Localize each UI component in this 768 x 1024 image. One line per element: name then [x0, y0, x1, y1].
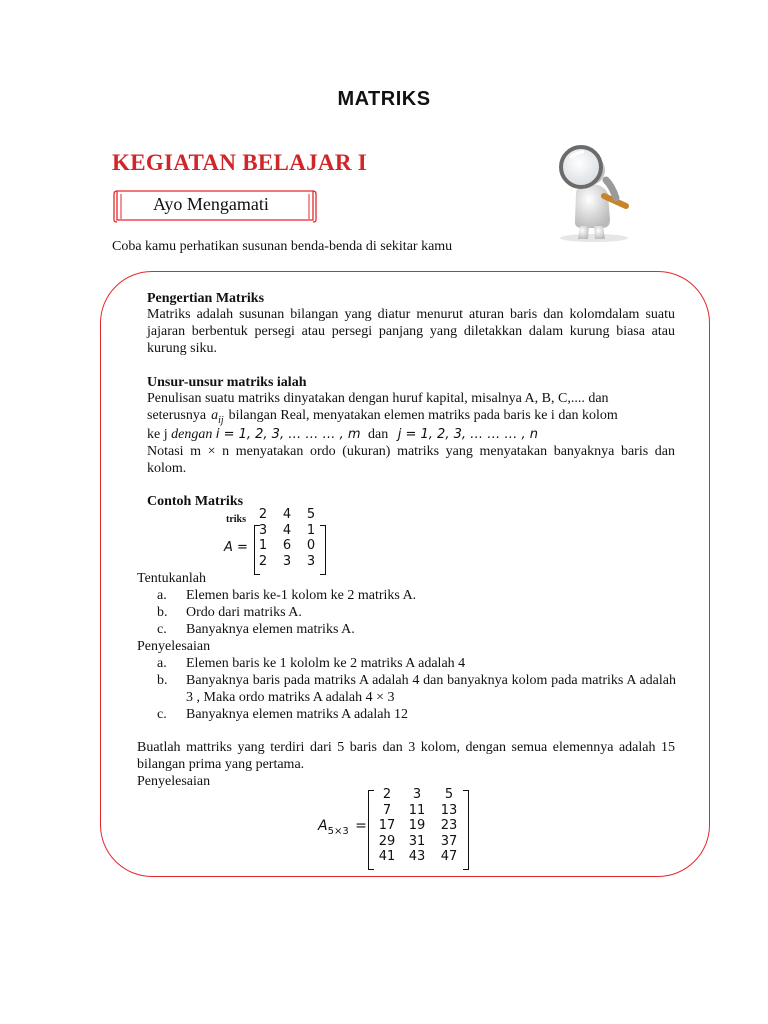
matrix-cell: 2 [382, 787, 392, 802]
matrix-a5x3-name: $A_{5\times 3}$ = [318, 818, 367, 837]
matrix-cell: 0 [306, 538, 316, 553]
definition-heading: Pengertian Matriks [147, 291, 265, 306]
question-marker: c. [157, 622, 167, 637]
questions-heading: Tentukanlah [137, 571, 206, 586]
answer-item: Elemen baris ke 1 kololm ke 2 matriks A adalah 4 [186, 656, 466, 671]
matrix-cell: 3 [306, 553, 316, 569]
elements-line-1: Penulisan suatu matriks dinyatakan dengan huruf kapital, misalnya A, B, C,.... dan [147, 391, 609, 406]
elements-line-3a: ke j [147, 427, 168, 442]
matrix-cell: 2 [258, 553, 268, 569]
definition-body: Matriks adalah susunan bilangan yang diatur menurut aturan baris dan kolomdalam suatu jajaran berbentuk persegi atau persegi panjang yang diletakkan dalam kurung biasa atau kurung siku. [147, 307, 675, 356]
magnifier-person-icon [546, 140, 646, 244]
matrix-cell: 43 [408, 849, 426, 864]
matrix-right-bracket [463, 790, 469, 870]
page-title: MATRIKS [337, 88, 431, 110]
matrix-cell: 29 [378, 833, 396, 849]
matrix-cell: 13 [440, 802, 458, 818]
intro-text: Coba kamu perhatikan susunan benda-benda di sekitar kamu [112, 239, 453, 254]
activity-heading: KEGIATAN BELAJAR I [112, 150, 368, 175]
matrix-left-bracket [254, 525, 260, 575]
dengan-word: dengan [171, 427, 213, 442]
matrix-cell: 47 [440, 849, 458, 864]
matrix-cell: 23 [440, 818, 458, 833]
answer-marker: c. [157, 707, 167, 722]
matrix-cell: 4 [282, 522, 292, 538]
activity-label: Ayo Mengamati [153, 194, 269, 214]
answer-marker: a. [157, 656, 167, 671]
solution-heading: Penyelesaian [137, 639, 211, 654]
matrix-cell: 5 [444, 787, 454, 802]
matrix-cell: 2 [258, 507, 268, 522]
exercise-solution-heading: Penyelesaian [137, 774, 211, 789]
elements-line-4: Notasi m × n menyatakan ordo (ukuran) matriks yang menyatakan banyaknya baris dan kolom. [147, 444, 675, 476]
matrix-cell: 1 [258, 538, 268, 553]
matrix-cell: 41 [378, 849, 396, 864]
matrix-cell: 1 [306, 522, 316, 538]
matrix-a [254, 507, 354, 573]
example-label-fragment: triks [226, 514, 246, 525]
elements-line-3 [147, 426, 538, 443]
matrix-cell: 19 [408, 818, 426, 833]
question-marker: b. [157, 605, 168, 620]
j-range: j = 1, 2, 3, … … … , n [397, 427, 539, 442]
i-range: i = 1, 2, 3, … … … , m [215, 427, 361, 442]
question-item: Ordo dari matriks A. [186, 605, 302, 620]
example-heading: Contoh Matriks [147, 494, 244, 509]
matrix-cell: 3 [258, 522, 268, 538]
answer-item: Banyaknya elemen matriks A adalah 12 [186, 707, 408, 722]
matrix-cell: 11 [408, 802, 426, 818]
dan-word: dan [368, 427, 389, 442]
matrix-right-bracket [320, 525, 326, 575]
elements-heading: Unsur-unsur matriks ialah [147, 375, 307, 390]
elements-line-2b: bilangan Real, menyatakan elemen matriks pada baris ke i dan kolom [228, 408, 618, 423]
matrix-cell: 31 [408, 833, 426, 849]
matrix-cell: 17 [378, 818, 396, 833]
matrix-a-name: A = [224, 540, 248, 555]
matrix-cell: 37 [440, 833, 458, 849]
aij-symbol: $a_{ij}$ [211, 408, 224, 426]
matrix-cell: 7 [382, 802, 392, 818]
question-marker: a. [157, 588, 167, 603]
exercise-text: Buatlah mattriks yang terdiri dari 5 baris dan 3 kolom, dengan semua elemennya adalah 15 bilangan prima yang pertama. [137, 740, 675, 772]
matrix-cell: 4 [282, 507, 292, 522]
answer-item: Banyaknya baris pada matriks A adalah 4 dan banyaknya kolom pada matriks A adalah 3 , Maka ordo matriks A adalah 4 × 3 [186, 673, 676, 705]
matrix-a5x3 [368, 787, 468, 869]
matrix-cell: 5 [306, 507, 316, 522]
matrix-left-bracket [368, 790, 374, 870]
matrix-cell: 3 [412, 787, 422, 802]
question-item: Elemen baris ke-1 kolom ke 2 matriks A. [186, 588, 417, 603]
answer-marker: b. [157, 673, 168, 688]
matrix-cell: 3 [282, 553, 292, 569]
elements-line-2a: seterusnya [147, 408, 207, 423]
question-item: Banyaknya elemen matriks A. [186, 622, 355, 637]
matrix-cell: 6 [282, 538, 292, 553]
